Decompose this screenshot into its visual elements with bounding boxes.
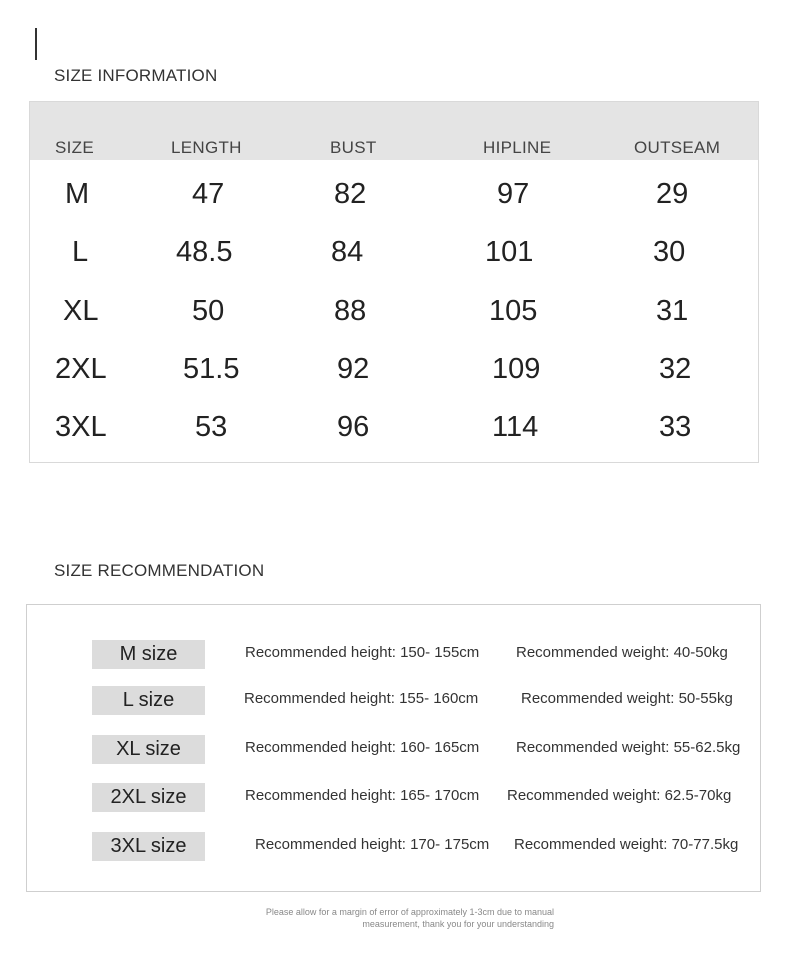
size-tag: 2XL size	[92, 783, 205, 812]
recommended-weight: Recommended weight: 40-50kg	[516, 644, 728, 661]
cell-size: M	[65, 178, 90, 210]
cell-hipline: 105	[489, 295, 538, 327]
size-tag: XL size	[92, 735, 205, 764]
cell-bust: 88	[334, 295, 367, 327]
recommended-weight: Recommended weight: 62.5-70kg	[507, 787, 732, 804]
cell-bust: 96	[337, 411, 370, 443]
list-item	[27, 783, 760, 813]
size-recommendation-title: SIZE RECOMMENDATION	[54, 561, 265, 580]
cell-outseam: 30	[653, 236, 686, 268]
cell-outseam: 33	[659, 411, 692, 443]
header-size: SIZE	[55, 138, 94, 157]
recommended-height: Recommended height: 150- 155cm	[245, 644, 480, 661]
cell-outseam: 29	[656, 178, 689, 210]
list-item	[27, 832, 760, 862]
table-row	[30, 178, 758, 228]
recommended-height: Recommended height: 155- 160cm	[244, 690, 479, 707]
size-tag: L size	[92, 686, 205, 715]
measurement-note	[200, 906, 554, 930]
cell-length: 51.5	[183, 353, 240, 385]
list-item	[27, 735, 760, 765]
list-item	[27, 640, 760, 670]
header-hipline: HIPLINE	[483, 138, 552, 157]
recommended-height: Recommended height: 160- 165cm	[245, 739, 480, 756]
cell-bust: 92	[337, 353, 370, 385]
table-row	[30, 295, 758, 345]
size-tag: 3XL size	[92, 832, 205, 861]
cell-length: 50	[192, 295, 225, 327]
recommended-height: Recommended height: 170- 175cm	[255, 836, 490, 853]
cell-length: 53	[195, 411, 228, 443]
cell-size: 2XL	[55, 353, 107, 385]
measurement-note-line: measurement, thank you for your understanding	[362, 919, 554, 929]
header-length: LENGTH	[171, 138, 242, 157]
cell-hipline: 101	[485, 236, 534, 268]
size-recommendation-box	[26, 604, 761, 892]
cell-size: 3XL	[55, 411, 107, 443]
cell-bust: 82	[334, 178, 367, 210]
header-outseam: OUTSEAM	[634, 138, 721, 157]
cell-hipline: 109	[492, 353, 541, 385]
text-cursor	[35, 28, 37, 60]
recommended-weight: Recommended weight: 50-55kg	[521, 690, 733, 707]
size-tag: M size	[92, 640, 205, 669]
size-information-table	[29, 101, 759, 463]
measurement-note-line: Please allow for a margin of error of approximately 1-3cm due to manual	[265, 907, 554, 917]
cell-length: 47	[192, 178, 225, 210]
cell-outseam: 32	[659, 353, 692, 385]
cell-bust: 84	[331, 236, 364, 268]
recommended-weight: Recommended weight: 55-62.5kg	[516, 739, 741, 756]
list-item	[27, 686, 760, 716]
cell-hipline: 114	[492, 411, 539, 443]
size-information-title: SIZE INFORMATION	[54, 66, 218, 85]
cell-size: L	[72, 236, 89, 268]
header-bust: BUST	[330, 138, 377, 157]
cell-hipline: 97	[497, 178, 530, 210]
table-row	[30, 353, 758, 403]
table-header	[30, 102, 758, 160]
cell-length: 48.5	[176, 236, 233, 268]
cell-size: XL	[63, 295, 99, 327]
recommended-weight: Recommended weight: 70-77.5kg	[514, 836, 739, 853]
cell-outseam: 31	[656, 295, 689, 327]
table-row	[30, 411, 758, 461]
table-row	[30, 236, 758, 286]
recommended-height: Recommended height: 165- 170cm	[245, 787, 480, 804]
